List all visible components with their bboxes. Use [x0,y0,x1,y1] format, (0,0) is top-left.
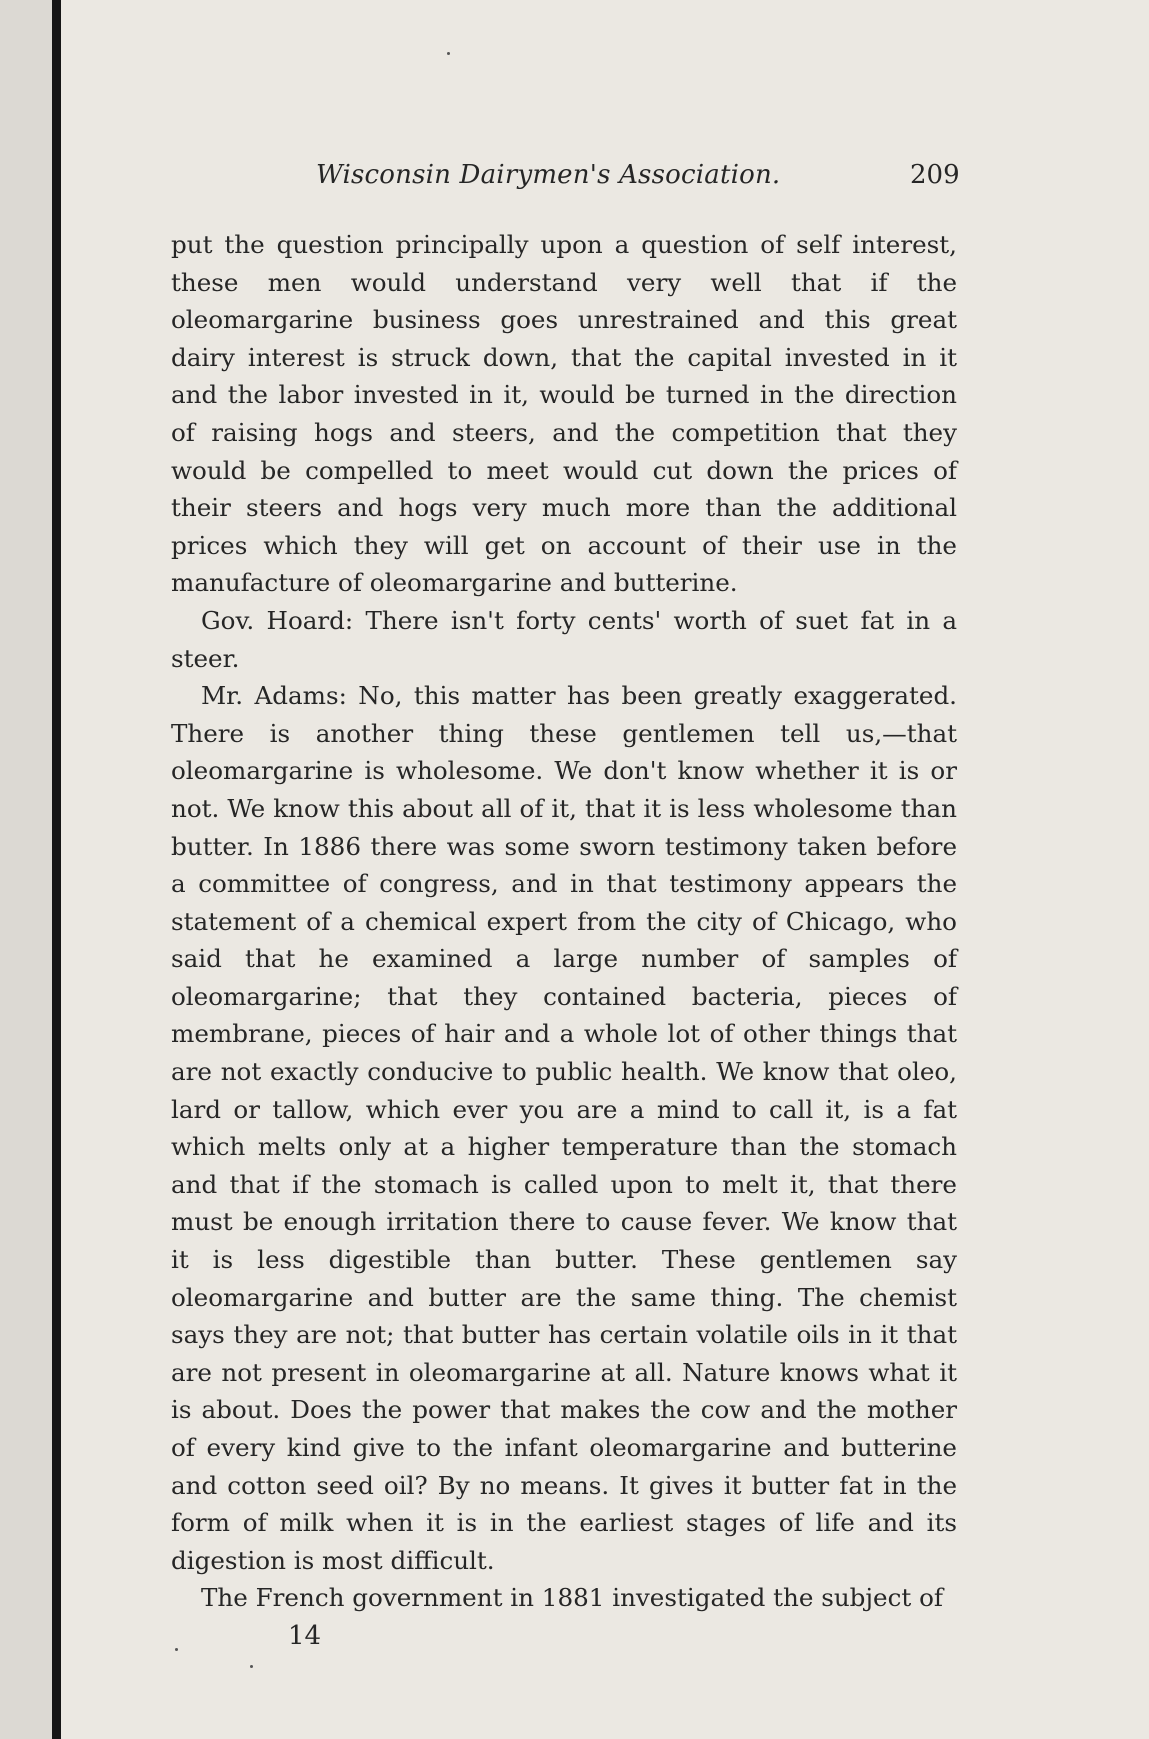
book-gutter [0,0,52,1739]
body-text [171,226,957,1617]
running-header-title: Wisconsin Dairymen's Association. [316,160,781,190]
signature-mark: 14 [288,1621,322,1651]
paragraph: Mr. Adams: No, this matter has been greatly exaggerated. There is another thing these gentlemen tell us,—that oleomargarine is wholesome. We don't know whether it is or not. We know this about all of it, that it is less wholesome than butter. In 1886 there was some sworn testimony taken before a committee of congress, and in that testimony appears the statement of a chemical expert from the city of Chicago, who said that he examined a large number of samples of oleomargarine; that they contained bacteria, pieces of membrane, pieces of hair and a whole lot of other things that are not exactly conducive to public health. We know that oleo, lard or tallow, which ever you are a mind to call it, is a fat which melts only at a higher temperature than the stomach and that if the stomach is called upon to melt it, that there must be enough irritation there to cause fever. We know that it is less digestible than butter. These gentlemen say oleomargarine and butter are the same thing. The chemist says they are not; that butter has certain volatile oils in it that are not present in oleomargarine at all. Nature knows what it is about. Does the power that makes the cow and the mother of every kind give to the infant oleomargarine and butterine and cotton seed oil? By no means. It gives it butter fat in the form of milk when it is in the earliest stages of life and its digestion is most difficult. [171,681,957,1575]
speck [250,1665,253,1668]
paragraph: Gov. Hoard: There isn't forty cents' worth of suet fat in a steer. [171,605,957,673]
speck [447,52,450,55]
paragraph: The French government in 1881 investigated the subject of [201,1583,943,1613]
page-edge-shadow [52,0,61,1739]
page-number: 209 [910,160,960,190]
speck [175,1648,178,1651]
paragraph: put the question principally upon a question of self interest, these men would understand very well that if the oleomargarine business goes unrestrained and this great dairy interest is struck down, that the capital invested in it and the labor invested in it, would be turned in the direction of raising hogs and steers, and the competition that they would be compelled to meet would cut down the prices of their steers and hogs very much more than the additional prices which they will get on account of their use in the manufacture of oleomargarine and butterine. [171,230,957,598]
